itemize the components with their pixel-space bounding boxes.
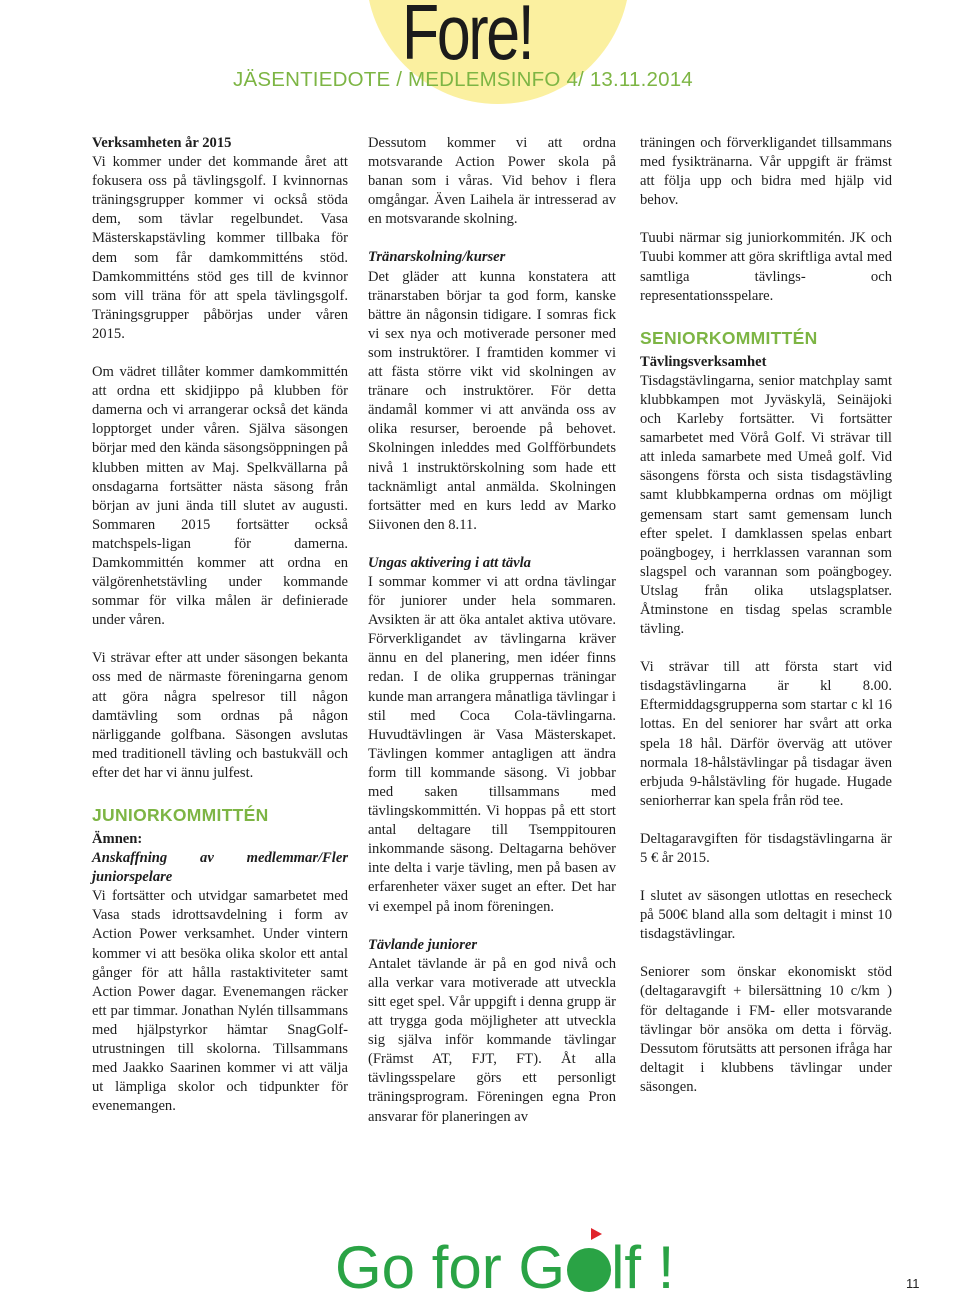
paragraph: Vi fortsätter och utvidgar samarbetet med Vasa stads idrottsavdelning i form av Action Power verksamhet. Under vintern kommer vi att besöka olika skolor ett antal gånger för att hålla rastaktiviteter samt Action Power dagar. Evenemangen räcker ett par timmar. Jonathan Nylén tillsammans med hjälpstyrkor hämtar SnagGolf-utrustningen till skolorna. Tillsammans med Jaakko Saarinen kommer vi att välja ut lämpliga skolor och tidpunkter för evenemangen. [92,888,348,1115]
heading-anskaffning: Anskaffning av medlemmar/Fler juniorspelare [92,850,348,886]
heading-tranarskolning: Tränarskolning/kurser [368,249,506,266]
page-number: 11 [906,1276,920,1291]
flag-icon [591,1228,602,1240]
paragraph: I sommar kommer vi att ordna tävlingar för juniorer under hela sommaren. Avsikten är att öka antalet aktiva utövare. Förverkligandet av tävlingarna kräver ännu en del planering, men idéer finns redan. I de olika gruppernas träningar kunde man arrangera månatliga tävlingar i stil med Coca Cola-tävlingarna. Huvudtävlingen är Vasa Mästerskapet. Tävlingen kommer antagligen att ändra form till kommande säsong. Vi jobbar med saken tillsammans med tävlingskommittén. Vi hoppas på ett stort antal deltagare till Tsemppitouren inkommande säsong. Deltagarna behöver inte delta i varje tävling, men på basen av erfarenheter växer suget an efter. Det har vi exempel på inom föreningen. [368,573,616,915]
heading-ungas-aktivering: Ungas aktivering i att tävla [368,554,531,571]
paragraph: Om vädret tillåter kommer damkommittén att ordna ett skidjippo på klubben för damerna och vi arrangerar också det kända lopptorget under våren. Själva säsongen börjar med den kända säsongsöppningen på klubben mitten av Maj. Spelkvällarna på onsdagarna fortsätter nästa säsong från början av juni ända till slutet av augusti. Sommaren 2015 fortsätter också matchspels-ligan för damerna. Damkommittén kommer att ordna en välgörenhetstävling under kommande sommar för vilka målen är definierade under våren. [92,364,348,629]
paragraph: Dessutom kommer vi att ordna motsvarande Action Power skola på banan som i våras. Vid behov i flera omgångar. Även Laihela är intresserad av en motsvarande skolning. [368,135,616,228]
paragraph: träningen och förverkligandet tillsammans med fysiktränarna. Vår uppgift är främst att följa upp och bidra med hjälp vid behov. [640,135,892,209]
paragraph: Vi kommer under det kommande året att fokusera oss på tävlingsgolf. I kvinnornas träningsgrupper kommer vi också stöda dem, som tävlar regelbundet. Vasa Mästerskapstävling kommer tillbaka för dem som får damkommitténs stöd. Damkommitténs stöd ges till de kvinnor som vill träna för att spela tävlingsgolf. Träningsgrupper påbörjas under våren 2015. [92,154,348,342]
heading-tavlingsverksamhet: Tävlingsverksamhet [640,353,767,370]
golf-ball-icon [567,1248,611,1292]
logo-text-left: Go for G [335,1234,566,1301]
heading-tavlande-juniorer: Tävlande juniorer [368,936,478,953]
newsletter-logo: Fore! [402,0,533,76]
column-3 [640,134,892,1097]
column-2 [368,134,616,1127]
paragraph: Tuubi närmar sig juniorkommitén. JK och Tuubi kommer att göra skriftliga avtal med samtliga tävlings- och representationsspelare. [640,230,892,304]
paragraph: Det gläder att kunna konstatera att tränarstaben börjar ta god form, kanske bättre än någonsin tidigare. I somras fick vi sex nya och motiverade personer med som instruktörer. I framtiden kommer vi att fästa större vikt vid skolningen av tränare och instruktörer. För detta ändamål kommer vi att använda oss av olika resurser, beroende på behovet. Skolningen inleddes med Golfförbundets nivå 1 instruktörskolning som hade ett tacknämligt antal anmälda. Skolningen fortsätter med en kurs ledd av Marko Siivonen den 8.11. [368,268,616,533]
paragraph: Tisdagstävlingarna, senior matchplay samt klubbkampen mot Jyväskylä, Seinäjoki och Karleby fortsätter. Vi fortsätter samarbetet med Vörå Golf. Vi strävar till att inleda samarbete med Umeå golf. Vid säsongens första och sista tisdagstävling samt klubbkamperna ordnas om möjligt gemensam start samt gemensam lunch efter spelet. I damklassen spelas enbart poängbogey, i herrklassen varannan som slagspel och varannan som poängbogey. Utslag från olika utslagsplatser. Åtminstone en tisdag spelas scramble tävling. [640,372,892,638]
heading-verksamheten: Verksamheten år 2015 [92,135,232,151]
paragraph: Vi strävar till att första start vid tisdagstävlingarna är kl 8.00. Eftermiddagsgrupperna som startar c kl 16 lottas. En del seniorer har svårt att orka spela 18 hål. Därför överväg att utöver normala 18-hålstävlingar på tisdagar även erbjuda 9-hålstävling för hugade. Hugade seniorherrar kan spela från röd tee. [640,659,892,809]
heading-amnen: Ämnen: [92,831,143,847]
paragraph: Antalet tävlande är på en god nivå och alla verkar vara motiverade att utveckla sitt eget spel. Vår uppgift i denna grupp är att trygga goda möjligheter att utveckla sig själva inför kommande tävlingar (Främst AT, FJT, FT). Åt alla tävlingsspelare görs ett personligt träningsprogram. Föreningen egna Pron ansvarar för planeringen av [368,955,616,1125]
issue-line: JÄSENTIEDOTE / MEDLEMSINFO 4/ 13.11.2014 [233,68,693,91]
paragraph: Seniorer som önskar ekonomiskt stöd (deltagaravgift + bilersättning 10 c/km ) för deltagande i FM- eller motsvarande tävlingar bör ansöka om detta i förväg. Dessutom förutsätts att personen ifråga har deltagit i klubbens tävlingar under säsongen. [640,964,892,1095]
section-title-junior: JUNIORKOMMITTÉN [92,805,269,825]
paragraph: Vi strävar efter att under säsongen bekanta oss med de närmaste föreningarna genom att göra några spelresor till någon damtävling som ordnas på någon närliggande golfbana. Säsongen avslutas med traditionell tävling och bastukväll och efter det har vi ännu julfest. [92,650,348,781]
paragraph: I slutet av säsongen utlottas en resecheck på 500€ bland alla som deltagit i minst 10 tisdagstävlingar. [640,888,892,943]
logo-text-right: lf ! [611,1234,675,1301]
section-title-senior: SENIORKOMMITTÉN [640,327,818,348]
column-1 [92,134,348,1116]
go-for-golf-logo [335,1234,675,1301]
paragraph: Deltagaravgiften för tisdagstävlingarna är 5 € år 2015. [640,830,892,866]
